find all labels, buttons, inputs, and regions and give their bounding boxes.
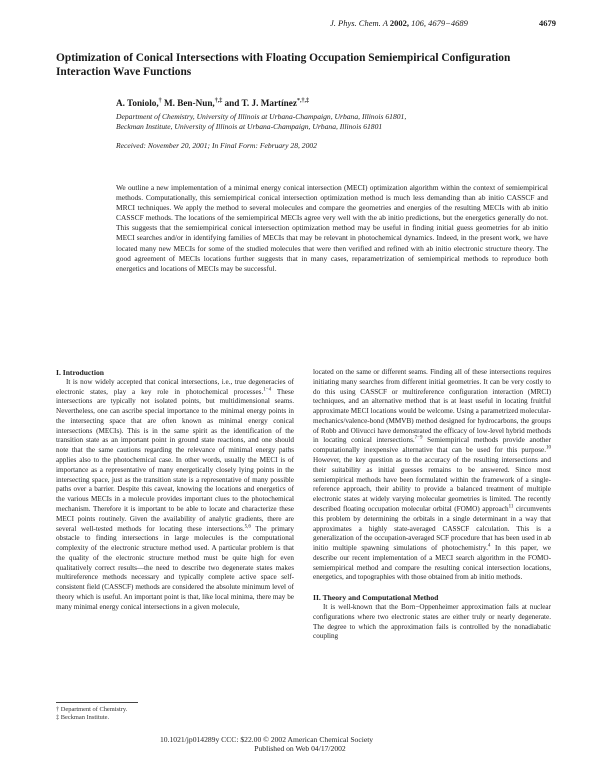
affiliation-beckman: Beckman Institute, University of Illinois at Urbana-Champaign, Urbana, Illinois 61801 [116,122,383,131]
section-heading-theory: II. Theory and Computational Method [313,593,439,603]
author-mark: *,†,‡ [296,98,309,104]
author-martinez: and T. J. Martínez [224,98,297,109]
citation: 7−9 [414,436,423,442]
text-run: In this paper, we describe our recent implementation of a MECI search algorithm in the FOMO-semiempirical method and compare the resulting conical intersection locations, energetics, and topographies with those obtained from ab initio methods. [313,544,552,582]
footnote-beckman: ‡ Beckman Institute. [56,714,110,721]
paragraph: It is well-known that the Born−Oppenheimer approximation fails at nuclear configurations where two electronic states are either truly or nearly degenerate. The degree to which the approximation fails is controlled by the nonadiabatic coupling [313,602,551,641]
citation: 5,6 [244,524,251,530]
journal-pages: 4679−4689 [428,18,468,28]
journal-name: J. Phys. Chem. A [330,18,388,28]
footnote-rule [56,702,138,703]
journal-volume: 106, [411,18,427,28]
author-list [116,98,309,108]
text-run: It is now widely accepted that conical intersections, i.e., true degeneracies of electronic states, play a key role in photochemical processes. [56,377,294,396]
text-run: These intersections are typically not isolated points, but multidimensional seams. Nevertheless, one can ascribe special importance to the minimal energy points in the intersecting space that are often known as minimal energy conical intersections (MECIs). This is in the same spirit as the identification of the transition state as an important point in ground state reactions, and one should note that the same cautions regarding the relevance of minimal energy paths applies also to the photochemical case. In other words, usually the MECI is of importance as a representative of many energetically closely lying points in the intersecting space, just as the transition state is a representative of many possible paths over a barrier. Despite this caveat, knowing the locations and energetics of the various MECIs in a molecule provides important clues to the photochemical mechanism. Therefore it is important to be able to locate and characterize these MECI points routinely. Given the availability of analytic gradients, there are several well-tested methods for locating these intersections. [56,387,294,533]
affiliation-chemistry: Department of Chemistry, University of Illinois at Urbana-Champaign, Urbana, Illinois 61801, [116,112,407,121]
doi-copyright-line: 10.1021/jp014289y CCC: $22.00 © 2002 American Chemical Society [160,735,374,744]
footnote-chemistry: † Department of Chemistry. [56,706,128,713]
citation: 4 [487,543,491,549]
paragraph [313,368,551,583]
published-date: Published on Web 04/17/2002 [254,744,346,753]
article-title: Optimization of Conical Intersections with Floating Occupation Semiempirical Configuration Interaction Wave Functions [56,52,511,78]
author-toniolo: A. Toniolo, [116,98,159,109]
page-number: 4679 [539,18,556,28]
abstract: We outline a new implementation of a minimal energy conical intersection (MECI) optimization algorithm within the context of semiempirical methods. Computationally, this semiempirical conical intersection optimization method is much less demanding than ab initio CASSCF and MRCI techniques. We apply the method to several molecules and compare the geometries and energies of the resulting MECIs with ab initio CASSCF methods. The locations of the semiempirical MECIs agree very well with the ab initio predictions, but the energetics generally do not. This suggests that the semiempirical conical intersection optimization method may be useful in finding initial guess geometries for ab initio MECI searches and/or in identifying families of MECIs that may be relevant in photochemical dynamics. Indeed, in the present work, we have located many new MECIs for some of the studied molecules that were then verified and refined with ab initio electronic structure theory. The good agreement of MECIs locations further suggests that in many cases, reparametrization of semiempirical methods to reproduce both energetics and locations of MECIs may be successful. [116,183,548,273]
author-mark: †,‡ [214,98,223,104]
text-run: However, the key question as to the accuracy of the resulting intersections and their suitability as initial guesses remains to be answered. Since most semiempirical methods have been formulated within the framework of a single-reference approach, their ability to provide a balanced treatment of multiple electronic states at widely varying molecular geometries is limited. The recently described floating occupation molecular orbital (FOMO) approach [313,456,551,513]
author-ben-nun: M. Ben-Nun, [163,98,215,109]
section-heading-introduction: I. Introduction [56,368,104,377]
citation: 11 [508,504,514,510]
column-right [313,368,551,642]
citation: 10 [546,445,551,451]
received-dates: Received: November 20, 2001; In Final Form: February 28, 2002 [116,141,317,150]
text-run: Semiempirical methods provide another computationally inexpensive alternative that can be used for this purpose. [313,436,552,455]
citation: 1−4 [263,387,272,393]
text-run: circumvents this problem by determining the orbitals in a single determinant in a way that approximates a highly state-averaged CASSCF calculation. This is a generalization of the occupation-averaged SCF procedure that has been used in ab initio multiple spawning simulations of photochemistry. [313,504,551,553]
paragraph [56,378,294,613]
author-mark: † [158,98,162,104]
text-run: located on the same or different seams. Finding all of these intersections requires initiating many searches from different initial geometries. It can be very costly to do this using CASSCF or multireference configuration interaction (MRCI) techniques, and an alternative method that is at least useful in locating fruitful approximate MECI locations would be welcome. Using a parametrized molecular-mechanics/valence-bond (MMVB) method designed for hydrocarbons, the groups of Robb and Olivucci have demonstrated the efficacy of low-level hybrid methods in locating conical intersections. [313,368,551,445]
text-run: The primary obstacle to finding intersections in large molecules is the computational complexity of the electronic structure method used. A particular problem is that the quality of the electronic structure method must be quite high for even qualitatively correct results—the need to describe two degenerate states makes multireference methods necessary and typically complete active space self-consistent field (CASSCF) methods are considered the absolute minimum level of theory which is useful. An important point is that, like local minima, there may be many minimal energy conical intersections in a given molecule, [56,524,295,611]
column-left [56,368,294,613]
journal-year: 2002, [389,18,410,28]
running-header [330,18,468,28]
